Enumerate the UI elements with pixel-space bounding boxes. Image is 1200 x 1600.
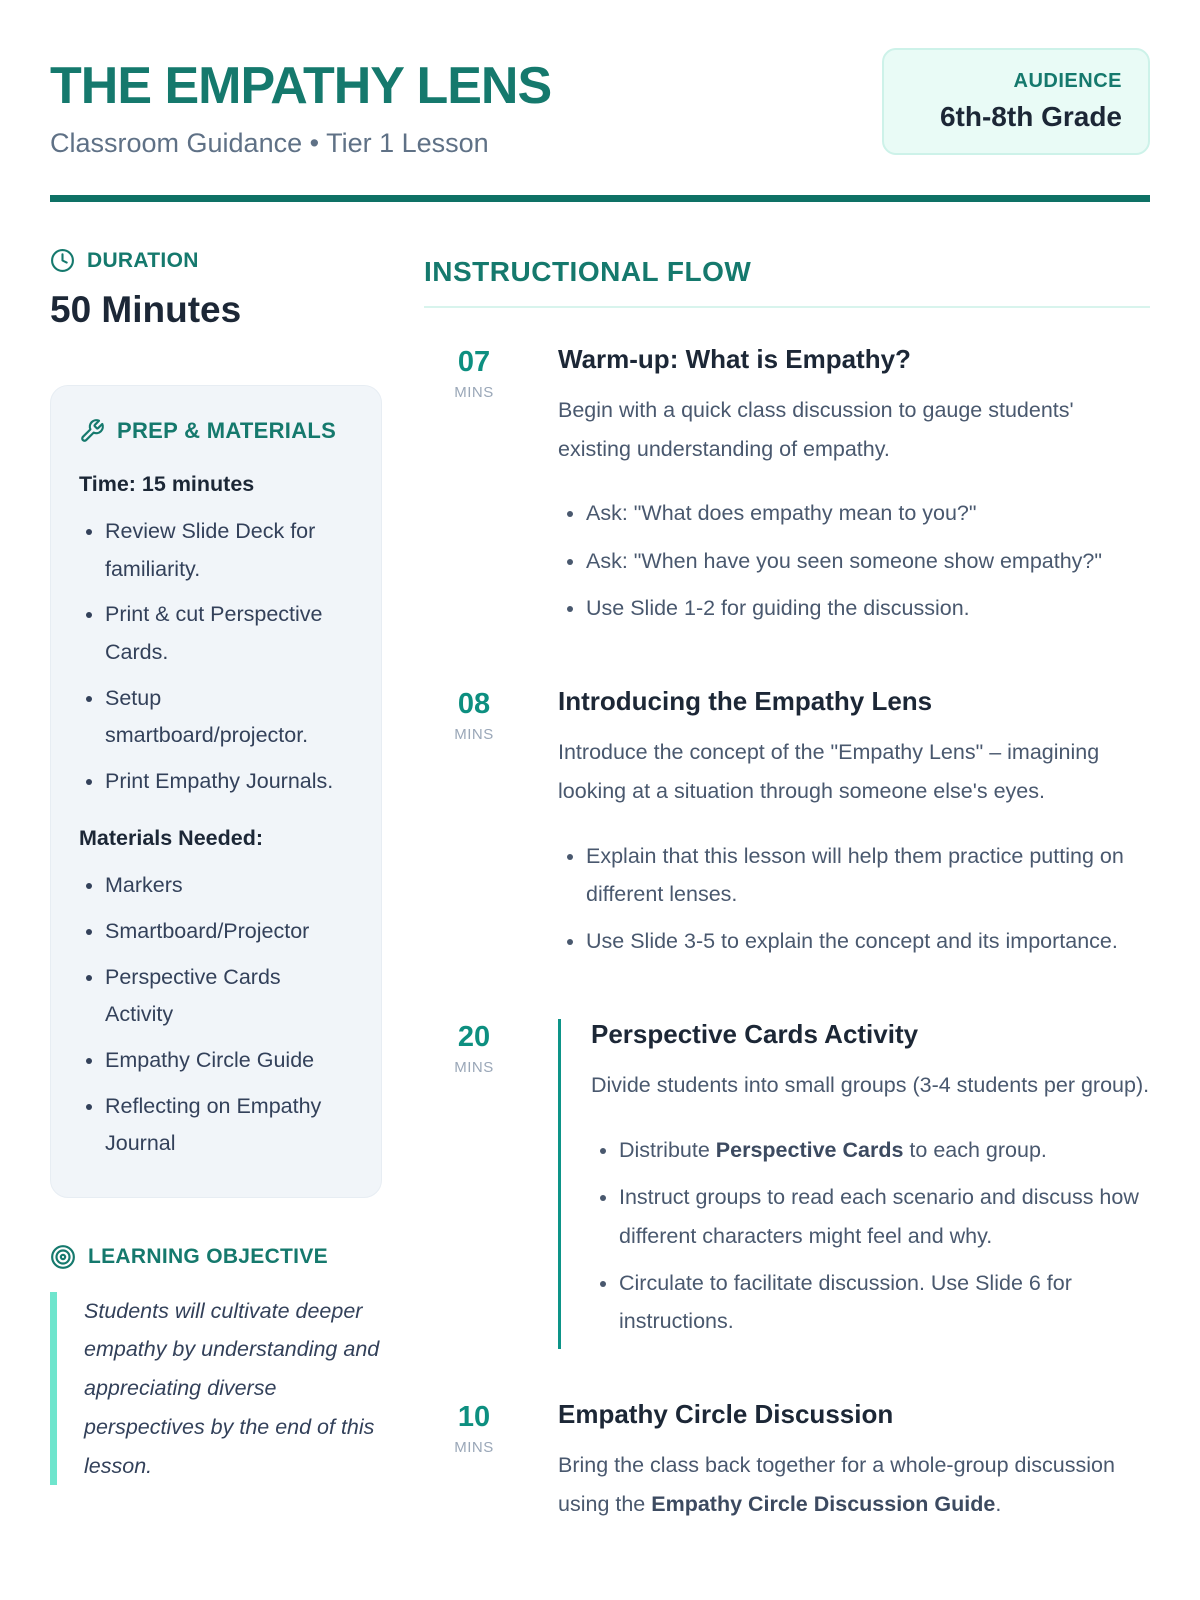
flow-step	[424, 344, 1150, 636]
step-duration	[424, 1399, 524, 1523]
step-title: Warm-up: What is Empathy?	[558, 344, 911, 374]
duration-header	[50, 248, 382, 273]
header-divider	[50, 195, 1150, 202]
prep-item: • Review Slide Deck for familiarity.	[105, 513, 353, 588]
step-minutes: 20	[457, 1021, 491, 1054]
objective-title: LEARNING OBJECTIVE	[88, 1244, 328, 1268]
step-bullet: • Ask: "When have you seen someone show empathy?"	[586, 542, 1150, 580]
duration-label: DURATION	[87, 248, 199, 272]
prep-item: • Setup smartboard/projector.	[105, 680, 353, 755]
material-item: • Empathy Circle Guide	[105, 1042, 353, 1080]
step-description: Divide students into small groups (3-4 students per group).	[591, 1073, 1150, 1098]
material-item: • Perspective Cards Activity	[105, 959, 353, 1034]
prep-time-label: Time: 15 minutes	[79, 472, 255, 496]
prep-item: • Print Empathy Journals.	[105, 763, 353, 801]
step-bullets	[591, 1131, 1150, 1340]
duration-section	[50, 248, 382, 331]
step-bullets	[558, 837, 1150, 961]
step-content	[558, 686, 1150, 969]
audience-value: 6th-8th Grade	[939, 101, 1122, 132]
step-content	[558, 1399, 1150, 1523]
materials-items-list	[79, 867, 353, 1162]
step-mins-label: MINS	[454, 1059, 494, 1077]
materials-label: Materials Needed:	[79, 826, 264, 851]
step-bullet: • Use Slide 3-5 to explain the concept and its importance.	[586, 922, 1150, 960]
step-content	[558, 344, 1150, 636]
prep-header	[79, 418, 353, 444]
step-bullet: • Use Slide 1-2 for guiding the discussion.	[586, 589, 1150, 627]
step-mins-label: MINS	[454, 1439, 494, 1457]
material-item: • Markers	[105, 867, 353, 905]
audience-label: AUDIENCE	[1013, 70, 1122, 92]
step-title: Introducing the Empathy Lens	[558, 686, 933, 717]
step-bullet: • Ask: "What does empathy mean to you?"	[586, 494, 1150, 532]
material-item: • Smartboard/Projector	[105, 913, 353, 951]
step-bullet: • Instruct groups to read each scenario and discuss how different characters might feel and why.	[619, 1178, 1150, 1255]
step-content	[558, 1019, 1150, 1349]
step-description: Bring the class back together for a whole-group discussion using the Empathy Circle Discussion Guide.	[558, 1453, 1115, 1517]
flow-step	[424, 686, 1150, 969]
step-description: Begin with a quick class discussion to gauge students' existing understanding of empathy.	[558, 398, 1074, 461]
step-bullet: • Distribute Perspective Cards to each group.	[619, 1131, 1150, 1169]
wrench-icon	[79, 418, 105, 444]
flow-step	[424, 1399, 1150, 1523]
step-minutes: 10	[457, 1401, 491, 1434]
step-title: Empathy Circle Discussion	[558, 1399, 894, 1430]
objective-header	[50, 1244, 382, 1270]
step-duration	[424, 1019, 524, 1349]
objective-text: Students will cultivate deeper empathy by understanding and appreciating diverse perspectives by the end of this lesson.	[50, 1292, 382, 1485]
page-subtitle: Classroom Guidance • Tier 1 Lesson	[50, 128, 489, 158]
prep-items-list	[79, 513, 353, 800]
step-duration	[424, 344, 524, 636]
page-title: THE EMPATHY LENS	[50, 57, 552, 115]
header	[50, 40, 1150, 159]
learning-objective-section	[50, 1244, 382, 1485]
step-minutes: 08	[457, 688, 491, 721]
clock-icon	[50, 248, 75, 273]
material-item: • Reflecting on Empathy Journal	[105, 1088, 353, 1163]
step-bullet: • Explain that this lesson will help them practice putting on different lenses.	[586, 837, 1150, 914]
sidebar	[50, 248, 382, 1574]
prep-item: • Print & cut Perspective Cards.	[105, 596, 353, 671]
step-mins-label: MINS	[454, 384, 494, 401]
step-bullet: • Circulate to facilitate discussion. Use Slide 6 for instructions.	[619, 1264, 1150, 1341]
step-minutes: 07	[457, 346, 491, 378]
target-icon	[50, 1244, 76, 1270]
instructional-flow	[424, 248, 1150, 1574]
flow-title: INSTRUCTIONAL FLOW	[424, 256, 1150, 308]
step-bullets	[558, 494, 1150, 627]
duration-value: 50 Minutes	[50, 289, 242, 330]
flow-step	[424, 1019, 1150, 1349]
step-duration	[424, 686, 524, 969]
audience-badge	[882, 48, 1150, 155]
header-titles	[50, 40, 551, 159]
prep-title: PREP & MATERIALS	[117, 418, 337, 443]
main-content	[50, 248, 1150, 1574]
flow-steps	[424, 344, 1150, 1524]
step-mins-label: MINS	[454, 726, 494, 744]
prep-materials-card	[50, 385, 382, 1198]
step-title: Perspective Cards Activity	[591, 1019, 919, 1050]
step-description: Introduce the concept of the "Empathy Lens" – imagining looking at a situation through someone else's eyes.	[558, 740, 1100, 803]
